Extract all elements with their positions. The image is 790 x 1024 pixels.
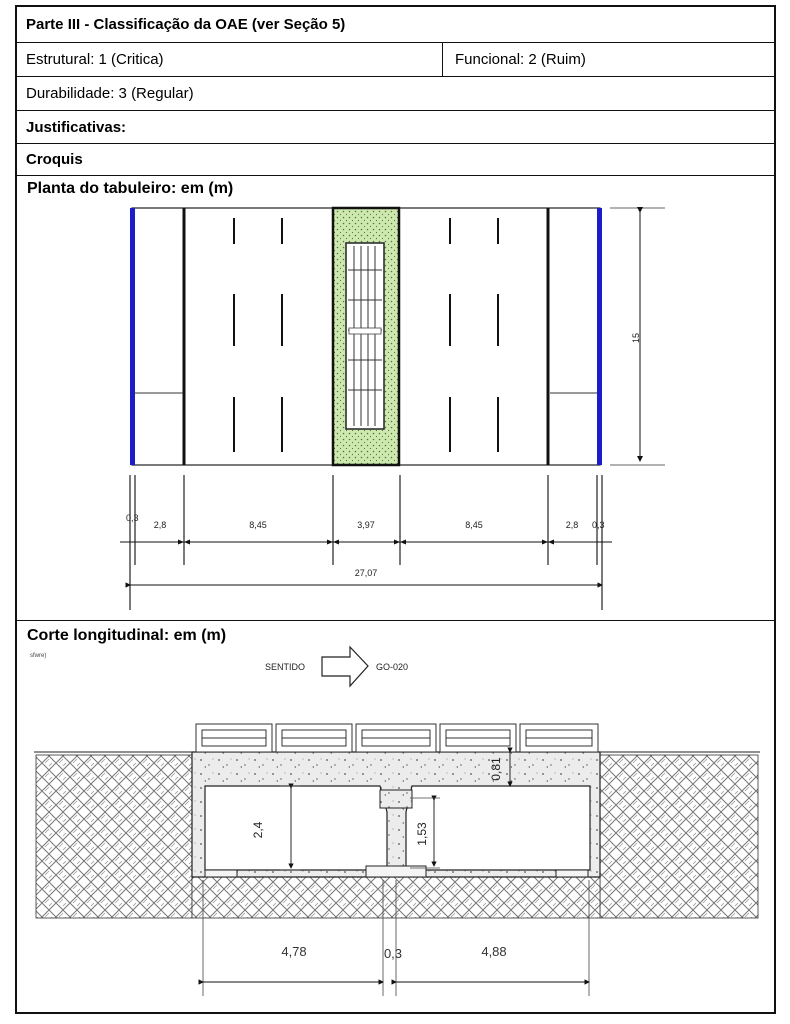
corte-drawing [30,647,760,996]
dim-height-box: 2,4 [251,821,265,839]
dim-total: 27,07 [354,568,378,578]
left-barrier [130,208,135,465]
right-embankment [600,755,758,918]
right-barrier [597,208,602,465]
dimension-ticks [130,475,602,610]
estrutural-rating: Estrutural: 1 (Critica) [17,43,443,76]
planta-drawing [120,208,665,610]
durabilidade-rating: Durabilidade: 3 (Regular) [26,85,194,102]
corte-title: Corte longitudinal: em (m) [27,627,227,644]
planta-title: Planta do tabuleiro: em (m) [27,180,234,197]
destino-label: GO-020 [376,662,409,672]
left-embankment [36,755,192,918]
funcional-rating: Funcional: 2 (Ruim) [455,51,586,68]
dim-right-span: 4,88 [481,944,507,959]
croquis-label: Croquis [26,151,83,168]
dim-0: 0,3 [126,513,139,523]
sentido-label: SENTIDO [265,662,306,672]
dim-central-pier: 0,3 [383,946,403,961]
dim-6: 0,3 [592,520,605,530]
small-note: sfwre) [30,653,47,659]
dim-1: 2,8 [153,520,167,530]
section-title: Parte III - Classificação da OAE (ver Seção 5) [26,16,346,33]
direction-arrow-icon [322,647,368,686]
dim-2: 8,45 [249,520,267,530]
dim-4: 8,45 [465,520,483,530]
dim-slab: 0,81 [489,757,503,781]
justificativas-label: Justificativas: [26,118,127,136]
central-haunch [380,790,412,808]
dim-pier: 1,53 [415,822,429,846]
median-grate [346,243,384,429]
dim-3: 3,97 [357,520,375,530]
dim-5: 2,8 [565,520,579,530]
guard-rail [196,724,598,752]
dim-left-span: 4,78 [281,944,307,959]
width-label: 15 [631,332,641,344]
box-culvert [192,752,600,877]
